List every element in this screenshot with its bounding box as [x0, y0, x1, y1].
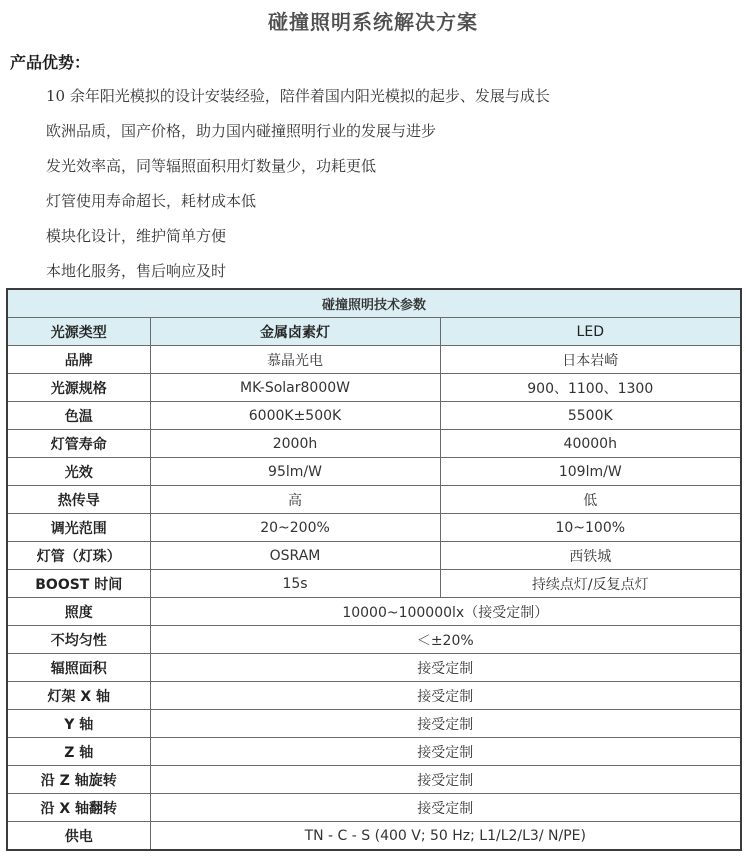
table-header-row — [7, 318, 741, 346]
row-value-led: 900、1100、1300 — [440, 374, 741, 402]
header-label: 光源类型 — [7, 318, 150, 346]
row-value: ＜±20% — [150, 626, 741, 654]
table-row — [7, 514, 741, 542]
row-label: Z 轴 — [7, 738, 150, 766]
spec-table — [6, 288, 742, 851]
table-row — [7, 346, 741, 374]
row-value-metal-halide: 95lm/W — [150, 458, 440, 486]
table-row-merged — [7, 738, 741, 766]
advantages-list — [46, 84, 550, 294]
advantage-item: 模块化设计，维护简单方便 — [46, 227, 227, 245]
row-label: 沿 Z 轴旋转 — [7, 766, 150, 794]
row-label: 沿 X 轴翻转 — [7, 794, 150, 822]
row-value: 接受定制 — [150, 794, 741, 822]
table-row-merged — [7, 710, 741, 738]
table-row — [7, 402, 741, 430]
row-value-led: 5500K — [440, 402, 741, 430]
advantage-item: 灯管使用寿命超长，耗材成本低 — [46, 192, 257, 210]
page-title: 碰撞照明系统解决方案 — [268, 10, 478, 34]
table-row-merged — [7, 766, 741, 794]
row-value-metal-halide: 慕晶光电 — [150, 346, 440, 374]
row-value-metal-halide: MK-Solar8000W — [150, 374, 440, 402]
row-label: 光效 — [7, 458, 150, 486]
header-col-metal-halide: 金属卤素灯 — [150, 318, 440, 346]
row-label: 光源规格 — [7, 374, 150, 402]
row-value-led: 10~100% — [440, 514, 741, 542]
table-row — [7, 458, 741, 486]
table-row-merged — [7, 626, 741, 654]
table-row — [7, 542, 741, 570]
row-value-metal-halide: 2000h — [150, 430, 440, 458]
row-value: 接受定制 — [150, 710, 741, 738]
header-col-led: LED — [440, 318, 741, 346]
row-label: 热传导 — [7, 486, 150, 514]
row-label: 灯架 X 轴 — [7, 682, 150, 710]
row-value: 接受定制 — [150, 738, 741, 766]
row-label: 调光范围 — [7, 514, 150, 542]
row-value-led: 40000h — [440, 430, 741, 458]
row-value-led: 低 — [440, 486, 741, 514]
advantage-item: 发光效率高，同等辐照面积用灯数量少，功耗更低 — [46, 157, 377, 175]
row-value: 接受定制 — [150, 654, 741, 682]
advantage-item: 本地化服务，售后响应及时 — [46, 262, 227, 280]
row-label: BOOST 时间 — [7, 570, 150, 598]
row-label: Y 轴 — [7, 710, 150, 738]
row-value-led: 持续点灯/反复点灯 — [440, 570, 741, 598]
row-value-metal-halide: OSRAM — [150, 542, 440, 570]
table-row — [7, 430, 741, 458]
row-value-metal-halide: 6000K±500K — [150, 402, 440, 430]
table-row — [7, 570, 741, 598]
row-label: 色温 — [7, 402, 150, 430]
table-row-merged — [7, 682, 741, 710]
row-value-led: 109lm/W — [440, 458, 741, 486]
row-value-led: 日本岩崎 — [440, 346, 741, 374]
row-label: 辐照面积 — [7, 654, 150, 682]
row-label: 品牌 — [7, 346, 150, 374]
row-value-led: 西铁城 — [440, 542, 741, 570]
row-value: 接受定制 — [150, 682, 741, 710]
advantage-item: 10 余年阳光模拟的设计安装经验，陪伴着国内阳光模拟的起步、发展与成长 — [46, 87, 550, 105]
table-title: 碰撞照明技术参数 — [7, 289, 741, 318]
row-value-metal-halide: 高 — [150, 486, 440, 514]
advantages-heading: 产品优势： — [10, 53, 91, 72]
row-label: 供电 — [7, 822, 150, 851]
table-row-merged — [7, 654, 741, 682]
row-label: 灯管寿命 — [7, 430, 150, 458]
row-value: TN - C - S (400 V; 50 Hz; L1/L2/L3/ N/PE) — [150, 822, 741, 851]
row-label: 照度 — [7, 598, 150, 626]
row-value: 接受定制 — [150, 766, 741, 794]
row-label: 灯管（灯珠） — [7, 542, 150, 570]
table-row-merged — [7, 794, 741, 822]
row-value-metal-halide: 15s — [150, 570, 440, 598]
row-value: 10000~100000lx（接受定制） — [150, 598, 741, 626]
table-row-merged — [7, 598, 741, 626]
table-row — [7, 486, 741, 514]
row-label: 不均匀性 — [7, 626, 150, 654]
table-title-row — [7, 289, 741, 318]
table-row — [7, 374, 741, 402]
table-row-merged — [7, 822, 741, 851]
row-value-metal-halide: 20~200% — [150, 514, 440, 542]
advantage-item: 欧洲品质，国产价格，助力国内碰撞照明行业的发展与进步 — [46, 122, 437, 140]
